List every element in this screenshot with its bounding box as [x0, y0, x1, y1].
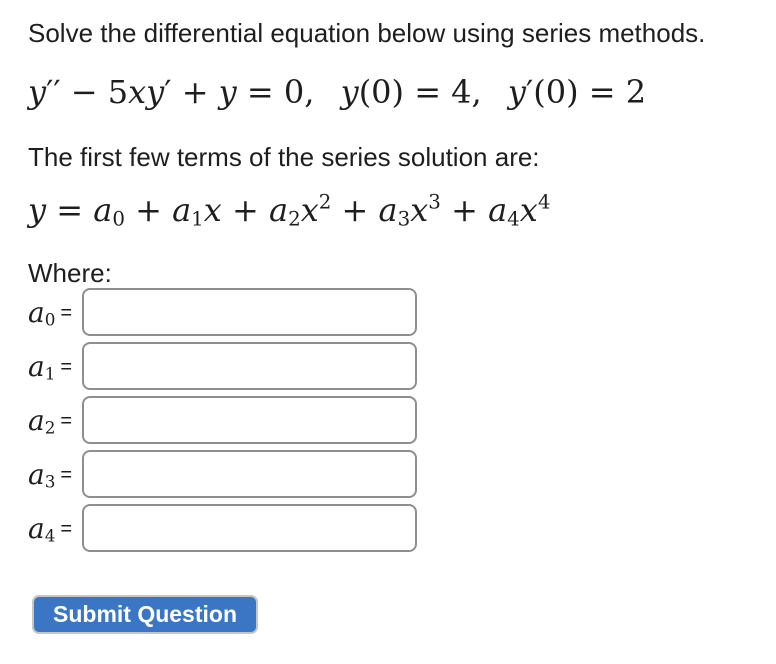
answers-list: [28, 288, 752, 552]
coefficient-a2-input[interactable]: [82, 396, 417, 444]
coefficient-a0-input[interactable]: [82, 288, 417, 336]
coefficient-a4-label: $a_4$ =: [28, 511, 73, 545]
series-intro-text: The first few terms of the series solution are:: [28, 142, 540, 172]
coefficient-a1-input[interactable]: [82, 342, 417, 390]
where-label: Where:: [28, 258, 112, 288]
answer-row-a1: [28, 342, 752, 390]
answer-row-a4: [28, 504, 752, 552]
answer-row-a3: [28, 450, 752, 498]
coefficient-a1-label: $a_1$ =: [28, 349, 73, 383]
answer-row-a2: [28, 396, 752, 444]
coefficient-a3-label: $a_3$ =: [28, 457, 73, 491]
coefficient-a0-label: $a_0$ =: [28, 295, 73, 329]
question-prompt: Solve the differential equation below using series methods.: [28, 18, 706, 48]
coefficient-a2-label: $a_2$ =: [28, 403, 73, 437]
series-solution-equation: $y = a_0 + a_1x + a_2x^2 + a_3x^3 + a_4x^4$: [28, 190, 551, 231]
differential-equation: y′′ − 5xy′ + y = 0, y(0) = 4, y′(0) = 2: [28, 73, 647, 111]
coefficient-a3-input[interactable]: [82, 450, 417, 498]
submit-question-button[interactable]: Submit Question: [32, 595, 258, 634]
answer-row-a0: [28, 288, 752, 336]
coefficient-a4-input[interactable]: [82, 504, 417, 552]
